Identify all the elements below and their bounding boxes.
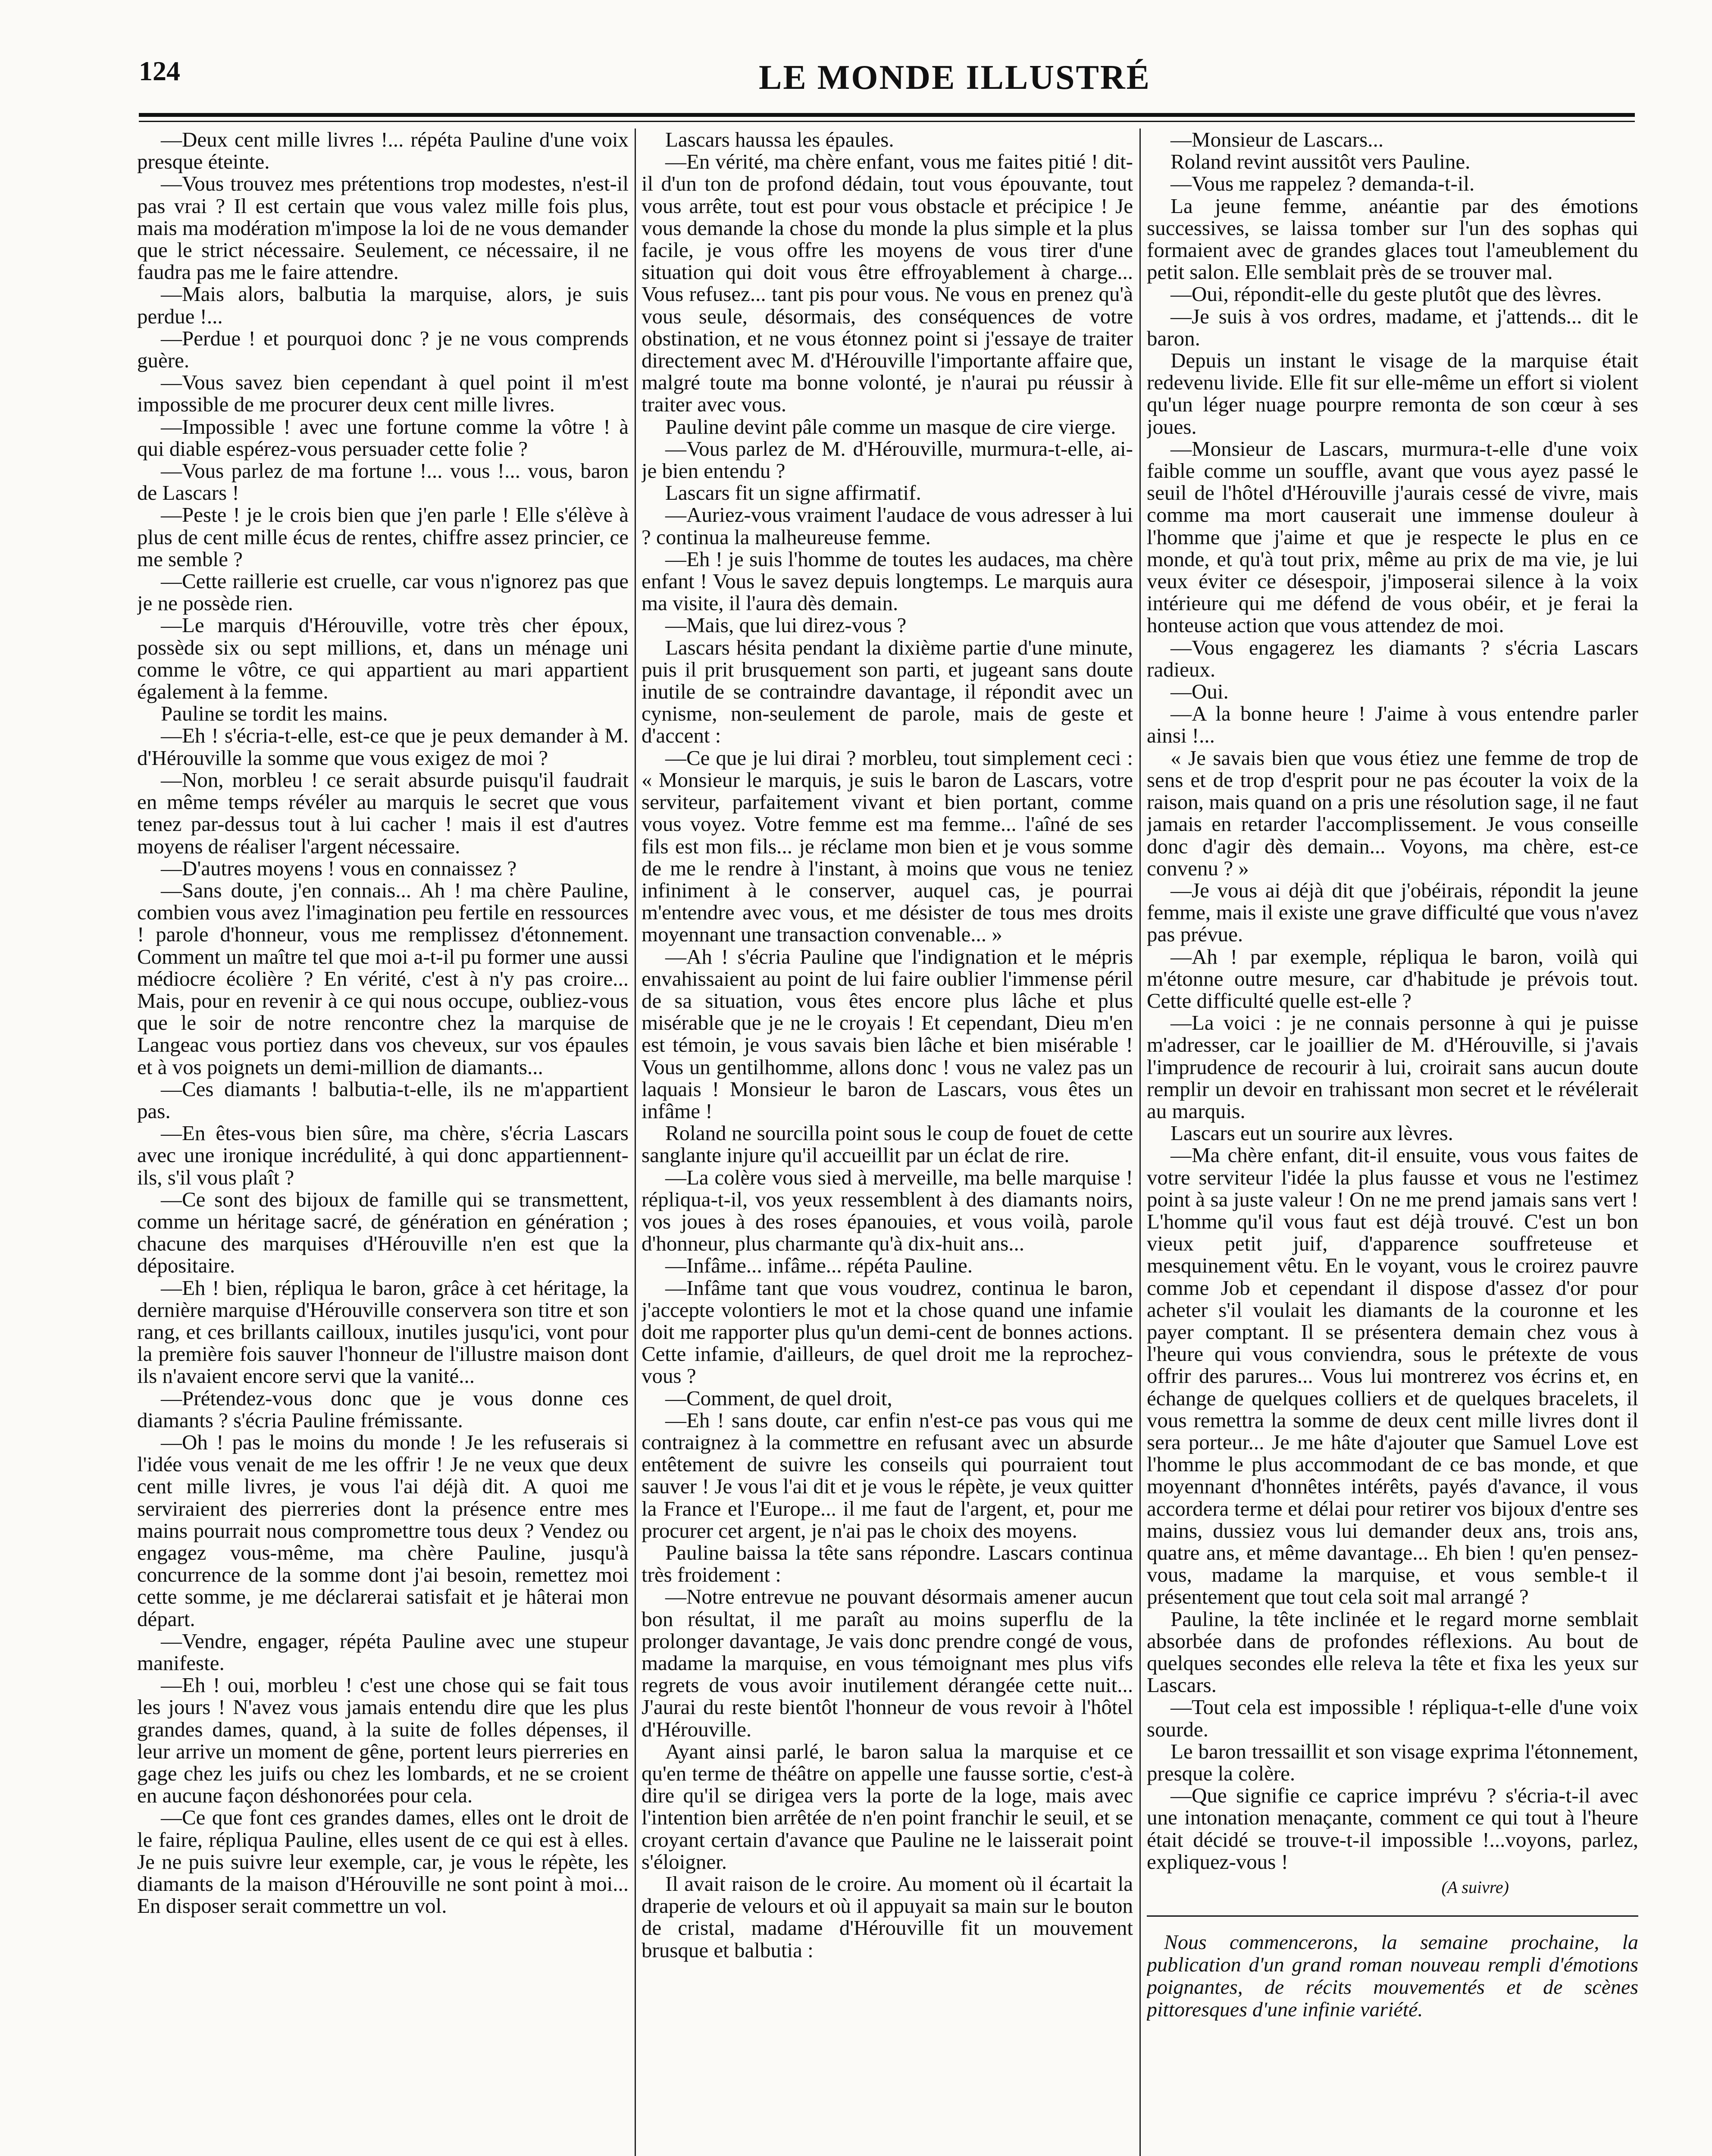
header-rule-thick <box>139 113 1635 117</box>
paragraph: Il avait raison de le croire. Au moment où il écartait la draperie de velours et où il appuyait sa main sur le bouton de cristal, madame d'Hérouville fit un mouvement brusque et balbutia : <box>642 1872 1133 1962</box>
paragraph: —Vendre, engager, répéta Pauline avec une stupeur manifeste. <box>137 1629 629 1675</box>
text-column-3 <box>1147 128 1638 2156</box>
publication-title: LE MONDE ILLUSTRÉ <box>759 59 1151 97</box>
paragraph: —Perdue ! et pourquoi donc ? je ne vous comprends guère. <box>137 326 629 373</box>
paragraph: —Prétendez-vous donc que je vous donne ces diamants ? s'écria Pauline frémissante. <box>137 1386 629 1432</box>
paragraph: —Eh ! oui, morbleu ! c'est une chose qui se fait tous les jours ! N'avez vous jamais entendu dire que les plus grandes dames, quand, à la suite de folles dépenses, il leur arrive un moment de gêne, portent leurs pierreries en gage chez les juifs ou chez les lombards, et ne se croient en aucune façon déshonorées pour cela. <box>137 1673 629 1808</box>
paragraph: Lascars haussa les épaules. <box>665 128 894 151</box>
paragraph: —Infâme... infâme... répéta Pauline. <box>665 1253 973 1278</box>
paragraph: Ayant ainsi parlé, le baron salua la marquise et ce qu'en terme de théâtre on appelle une fausse sortie, c'est-à dire qu'il se dirigea vers la porte de la loge, mais avec l'intention bien arrêtée de n'en point franchir le seuil, et se croyant certain d'avance que Pauline ne le laisserait point s'éloigner. <box>642 1739 1133 1874</box>
paragraph: —Ces diamants ! balbutia-t-elle, ils ne m'appartient pas. <box>137 1077 629 1123</box>
notice-rule <box>1147 1915 1638 1917</box>
paragraph: —La voici : je ne connais personne à qui je puisse m'adresser, car le joaillier de M. d'Hérouville, si j'avais l'imprudence de recourir à lui, croirait sans aucun doute remplir un devoir en trahissant mon secret et le révélerait au marquis. <box>1147 1011 1638 1123</box>
paragraph: —En vérité, ma chère enfant, vous me faites pitié ! dit-il d'un ton de profond dédain, tout vous épouvante, tout vous arrête, tout est pour vous obstacle et précipice ! Je vous demande la chose du monde la plus simple et la plus facile, je vous offre les moyens de vous tirer d'une situation qui doit vous être effroyablement à charge... Vous refusez... tant pis pour vous. Ne vous en prenez qu'à vous seule, désormais, des conséquences de votre obstination, et ne vous étonnez point si j'essaye de traiter directement avec M. d'Hérouville l'importante affaire que, malgré toute ma bonne volonté, je n'aurai pu réussir à traiter avec vous. <box>642 150 1133 417</box>
paragraph: —Ah ! s'écria Pauline que l'indignation et le mépris envahissaient au point de lui faire oublier l'immense péril de sa situation, vous êtes encore plus lâche et plus misérable que je ne le croyais ! Et cependant, Dieu m'en est témoin, je vous savais bien lâche et bien misérable ! Vous un gentilhomme, allons donc ! vous ne valez pas un laquais ! Monsieur le baron de Lascars, vous êtes un infâme ! <box>642 944 1133 1123</box>
paragraph: —Le marquis d'Hérouville, votre très cher époux, possède six ou sept millions, et, dans un ménage uni comme le vôtre, ce qui appartient au mari appartient également à la femme. <box>137 613 629 704</box>
paragraph: Pauline se tordit les mains. <box>161 702 388 726</box>
paragraph: —Deux cent mille livres !... répéta Pauline d'une voix presque éteinte. <box>137 128 629 174</box>
paragraph: —Je suis à vos ordres, madame, et j'attends... dit le baron. <box>1147 304 1638 350</box>
paragraph: —Vous savez bien cependant à quel point il m'est impossible de me procurer deux cent mille livres. <box>137 370 629 417</box>
paragraph: —Oh ! pas le moins du monde ! Je les refuserais si l'idée vous venait de me les offrir ! Je ne veux que deux cent mille livres, je vous l'ai déjà dit. A quoi me serviraient des pierreries dont la présence entre mes mains pourrait nous compromettre tous deux ? Vendez ou engagez vous-même, ma chère Pauline, jusqu'à concurrence de la somme dont j'ai besoin, remettez moi cette somme, je me déclarerai satisfait et je hâterai mon départ. <box>137 1430 629 1631</box>
to-be-continued: (A suivre) <box>1441 1877 1509 1897</box>
paragraph: —Infâme tant que vous voudrez, continua le baron, j'accepte volontiers le mot et la chose quand une infamie doit me rapporter plus qu'un demi-cent de bonnes actions. Cette infamie, d'ailleurs, de quel droit me la reprochez-vous ? <box>642 1275 1133 1388</box>
paragraph: Lascars fit un signe affirmatif. <box>665 481 921 505</box>
paragraph: Pauline devint pâle comme un masque de cire vierge. <box>665 414 1116 439</box>
paragraph: —A la bonne heure ! J'aime à vous entendre parler ainsi !... <box>1147 702 1638 748</box>
header-rule-thin <box>139 121 1635 122</box>
paragraph: Pauline baissa la tête sans répondre. Lascars continua très froidement : <box>642 1541 1133 1587</box>
paragraph: —Auriez-vous vraiment l'audace de vous adresser à lui ? continua la malheureuse femme. <box>642 503 1133 549</box>
paragraph: —Monsieur de Lascars... <box>1171 128 1383 151</box>
paragraph: —Ma chère enfant, dit-il ensuite, vous vous faites de votre serviteur l'idée la plus fausse et vous ne l'estimez point à sa juste valeur ! On ne me prend jamais sans vert ! L'homme qu'il vous faut est déjà trouvé. C'est un bon vieux petit juif, d'apparence souffreteuse et mesquinement vêtu. En le voyant, vous le croirez pauvre comme Job et cependant il dispose d'assez d'or pour acheter s'il voulait les diamants de la couronne et les payer comptant. Il se présentera demain chez vous à l'heure qui vous conviendra, sous le prétexte de vous offrir des parures... Vous lui montrerez vos écrins et, en échange de quelques colliers et de quelques bracelets, il vous remettra la somme de deux cent mille livres dont il sera porteur... Je me hâte d'ajouter que Samuel Love est l'homme le plus accommodant de ce bas monde, et que moyennant d'honnêtes intérêts, payés d'avance, il vous accordera terme et délai pour retirer vos bijoux d'entre ses mains, dussiez vous lui demander deux ans, trois ans, quatre ans, et même davantage... Eh bien ! qu'en pensez-vous, madame la marquise, et vous semble-t il présentement que tout cela soit mal arrangé ? <box>1147 1143 1638 1609</box>
paragraph: —Cette raillerie est cruelle, car vous n'ignorez pas que je ne possède rien. <box>137 569 629 615</box>
text-column-3-body <box>1147 128 1638 1873</box>
paragraph: —Comment, de quel droit, <box>665 1386 892 1410</box>
paragraph: —Ah ! par exemple, répliqua le baron, voilà qui m'étonne outre mesure, car d'habitude je prévois tout. Cette difficulté quelle est-elle ? <box>1147 944 1638 1012</box>
paragraph: —La colère vous sied à merveille, ma belle marquise ! répliqua-t-il, vos yeux ressemblent à des diamants noirs, vos joues à des roses épanouies, et vous voilà, parole d'honneur, plus charmante qu'à dix-huit ans... <box>642 1165 1133 1256</box>
paragraph: —Non, morbleu ! ce serait absurde puisqu'il faudrait en même temps révéler au marquis le secret que vous tenez par-dessus tout à lui cacher ! mais il est d'autres moyens de réaliser l'argent nécessaire. <box>137 768 629 858</box>
paragraph: —Oui, répondit-elle du geste plutôt que des lèvres. <box>1171 282 1602 306</box>
paragraph: Roland ne sourcilla point sous le coup de fouet de cette sanglante injure qu'il accueillit par un éclat de rire. <box>642 1121 1133 1167</box>
paragraph: —Ce sont des bijoux de famille qui se transmettent, comme un héritage sacré, de génération en génération ; chacune des marquises d'Hérouville n'en est que la dépositaire. <box>137 1187 629 1278</box>
paragraph: La jeune femme, anéantie par des émotions successives, se laissa tomber sur l'un des sophas qui formaient avec de grandes glaces tout l'ameublement du petit salon. Elle semblait près de se trouver mal. <box>1147 194 1638 284</box>
text-column-2 <box>642 128 1133 2156</box>
paragraph: —Sans doute, j'en connais... Ah ! ma chère Pauline, combien vous avez l'imagination peu fertile en ressources ! parole d'honneur, vous me remplissez d'étonnement. Comment un maître tel que moi a-t-il pu former une aussi médiocre écolière ? En vérité, c'est à n'y pas croire... Mais, pour en revenir à ce qui nous occupe, oubliez-vous que le soir de notre rencontre chez la marquise de Langeac vous portiez dans vos cheveux, sur vos épaules et à vos poignets un demi-million de diamants... <box>137 878 629 1079</box>
paragraph: —Eh ! sans doute, car enfin n'est-ce pas vous qui me contraignez à la commettre en refusant avec un absurde entêtement de suivre les conseils qui pourraient tout sauver ! Je vous l'ai dit et je vous le répète, je veux quitter la France et l'Europe... il me faut de l'argent, et, pour me procurer cet argent, je n'ai pas le choix des moyens. <box>642 1408 1133 1542</box>
paragraph: —Ce que je lui dirai ? morbleu, tout simplement ceci : « Monsieur le marquis, je suis le baron de Lascars, votre serviteur, parfaitement vivant et bien portant, comme vous voyez. Votre femme est ma femme... l'aîné de ses fils est mon fils... je réclame mon bien et je vous somme de me le rendre à l'instant, à moins que vous ne teniez infiniment à le conserver, auquel cas, je pourrai m'entendre avec vous, et me désister de tous mes droits moyennant une transaction convenable... » <box>642 746 1133 946</box>
paragraph: —Eh ! s'écria-t-elle, est-ce que je peux demander à M. d'Hérouville la somme que vous exigez de moi ? <box>137 724 629 770</box>
paragraph: —Vous trouvez mes prétentions trop modestes, n'est-il pas vrai ? Il est certain que vous valez mille fois plus, mais ma modération m'impose la loi de ne vous demander que le strict nécessaire. Seulement, ce nécessaire, il ne faudra pas me le faire attendre. <box>137 172 629 284</box>
paragraph: —Monsieur de Lascars, murmura-t-elle d'une voix faible comme un souffle, avant que vous ayez passé le seuil de l'hôtel d'Hérouville j'aurais cessé de vivre, mais comme ma mort causerait une immense douleur à l'homme que j'aime et que je respecte le plus en ce monde, et qu'à tout prix, même au prix de ma vie, je lui veux éviter ce désespoir, j'imposerai silence à la voix intérieure qui me défend de vous obéir, et je ferai la honteuse action que vous attendez de moi. <box>1147 436 1638 637</box>
paragraph: —Vous parlez de M. d'Hérouville, murmura-t-elle, ai-je bien entendu ? <box>642 436 1133 483</box>
paragraph: —Impossible ! avec une fortune comme la vôtre ! à qui diable espérez-vous persuader cette folie ? <box>137 414 629 461</box>
text-column-1 <box>137 128 629 2156</box>
paragraph: Depuis un instant le visage de la marquise était redevenu livide. Elle fit sur elle-même un effort si violent qu'un léger nuage pourpre remonta de son cœur à ses joues. <box>1147 348 1638 439</box>
paragraph: —Eh ! bien, répliqua le baron, grâce à cet héritage, la dernière marquise d'Hérouville conservera son titre et son rang, et ces brillants cailloux, inutiles jusqu'ici, vont pour la première fois sauver l'honneur de l'illustre maison dont ils n'avaient encore servi que la vanité... <box>137 1275 629 1388</box>
paragraph: —En êtes-vous bien sûre, ma chère, s'écria Lascars avec une ironique incrédulité, à qui donc appartiennent-ils, s'il vous plaît ? <box>137 1121 629 1189</box>
paragraph: —Mais alors, balbutia la marquise, alors, je suis perdue !... <box>137 282 629 328</box>
paragraph: —Peste ! je le crois bien que j'en parle ! Elle s'élève à plus de cent mille écus de rentes, chiffre assez princier, ce me semble ? <box>137 503 629 571</box>
paragraph: —Ce que font ces grandes dames, elles ont le droit de le faire, répliqua Pauline, elles usent de ce qui est à elles. Je ne puis suivre leur exemple, car, je vous le répète, les diamants de la maison d'Hérouville ne sont point à moi... En disposer serait commettre un vol. <box>137 1805 629 1918</box>
paragraph: —Vous engagerez les diamants ? s'écria Lascars radieux. <box>1147 635 1638 681</box>
paragraph: —Notre entrevue ne pouvant désormais amener aucun bon résultat, il me paraît au moins superflu de la prolonger davantage, Je vais donc prendre congé de vous, madame la marquise, en vous témoignant mes plus vifs regrets de vous avoir inutilement dérangée cette nuit... J'aurai du reste bientôt l'honneur de vous revoir à l'hôtel d'Hérouville. <box>642 1585 1133 1741</box>
page-number: 124 <box>139 56 180 86</box>
paragraph: —Eh ! je suis l'homme de toutes les audaces, ma chère enfant ! Vous le savez depuis longtemps. Le marquis aura ma visite, il l'aura dès demain. <box>642 547 1133 615</box>
next-week-notice: Nous commencerons, la semaine prochaine, la publication d'un grand roman nouveau rempli d'émotions poignantes, de récits mouvementés et de scènes pittoresques d'une infinie variété. <box>1147 1931 1638 2021</box>
paragraph: Pauline, la tête inclinée et le regard morne semblait absorbée dans de profondes réflexions. Au bout de quelques secondes elle releva la tête et fixa les yeux sur Lascars. <box>1147 1607 1638 1697</box>
paragraph: —Je vous ai déjà dit que j'obéirais, répondit la jeune femme, mais il existe une grave difficulté que vous n'avez pas prévue. <box>1147 878 1638 946</box>
paragraph: —Vous me rappelez ? demanda-t-il. <box>1171 172 1475 196</box>
paragraph: —D'autres moyens ! vous en connaissez ? <box>161 856 517 880</box>
paragraph: —Vous parlez de ma fortune !... vous !... vous, baron de Lascars ! <box>137 459 629 505</box>
paragraph: —Oui. <box>1171 680 1229 704</box>
paragraph: Lascars eut un sourire aux lèvres. <box>1171 1121 1453 1145</box>
paragraph: —Tout cela est impossible ! répliqua-t-elle d'une voix sourde. <box>1147 1695 1638 1741</box>
paragraph: Lascars hésita pendant la dixième partie d'une minute, puis il prit brusquement son parti, et jugeant sans doute inutile de se contraindre davantage, il répondit avec un cynisme, non-seulement de parole, mais de geste et d'accent : <box>642 635 1133 748</box>
column-divider-1 <box>635 128 636 2156</box>
paragraph: Roland revint aussitôt vers Pauline. <box>1171 150 1471 174</box>
paragraph: —Mais, que lui direz-vous ? <box>665 613 907 637</box>
paragraph: Le baron tressaillit et son visage exprima l'étonnement, presque la colère. <box>1147 1739 1638 1786</box>
paragraph: —Que signifie ce caprice imprévu ? s'écria-t-il avec une intonation menaçante, comment ce qui tout à l'heure était décidé se trouve-t-il impossible !...voyons, parlez, expliquez-vous ! <box>1147 1783 1638 1874</box>
paragraph: « Je savais bien que vous étiez une femme de trop de sens et de trop d'esprit pour ne pas écouter la voix de la raison, mais quand on a pris une résolution sage, il ne faut jamais en retarder l'accomplissement. Je vous conseille donc d'agir dès demain... Voyons, ma chère, est-ce convenu ? » <box>1147 746 1638 880</box>
column-divider-2 <box>1139 128 1141 2156</box>
